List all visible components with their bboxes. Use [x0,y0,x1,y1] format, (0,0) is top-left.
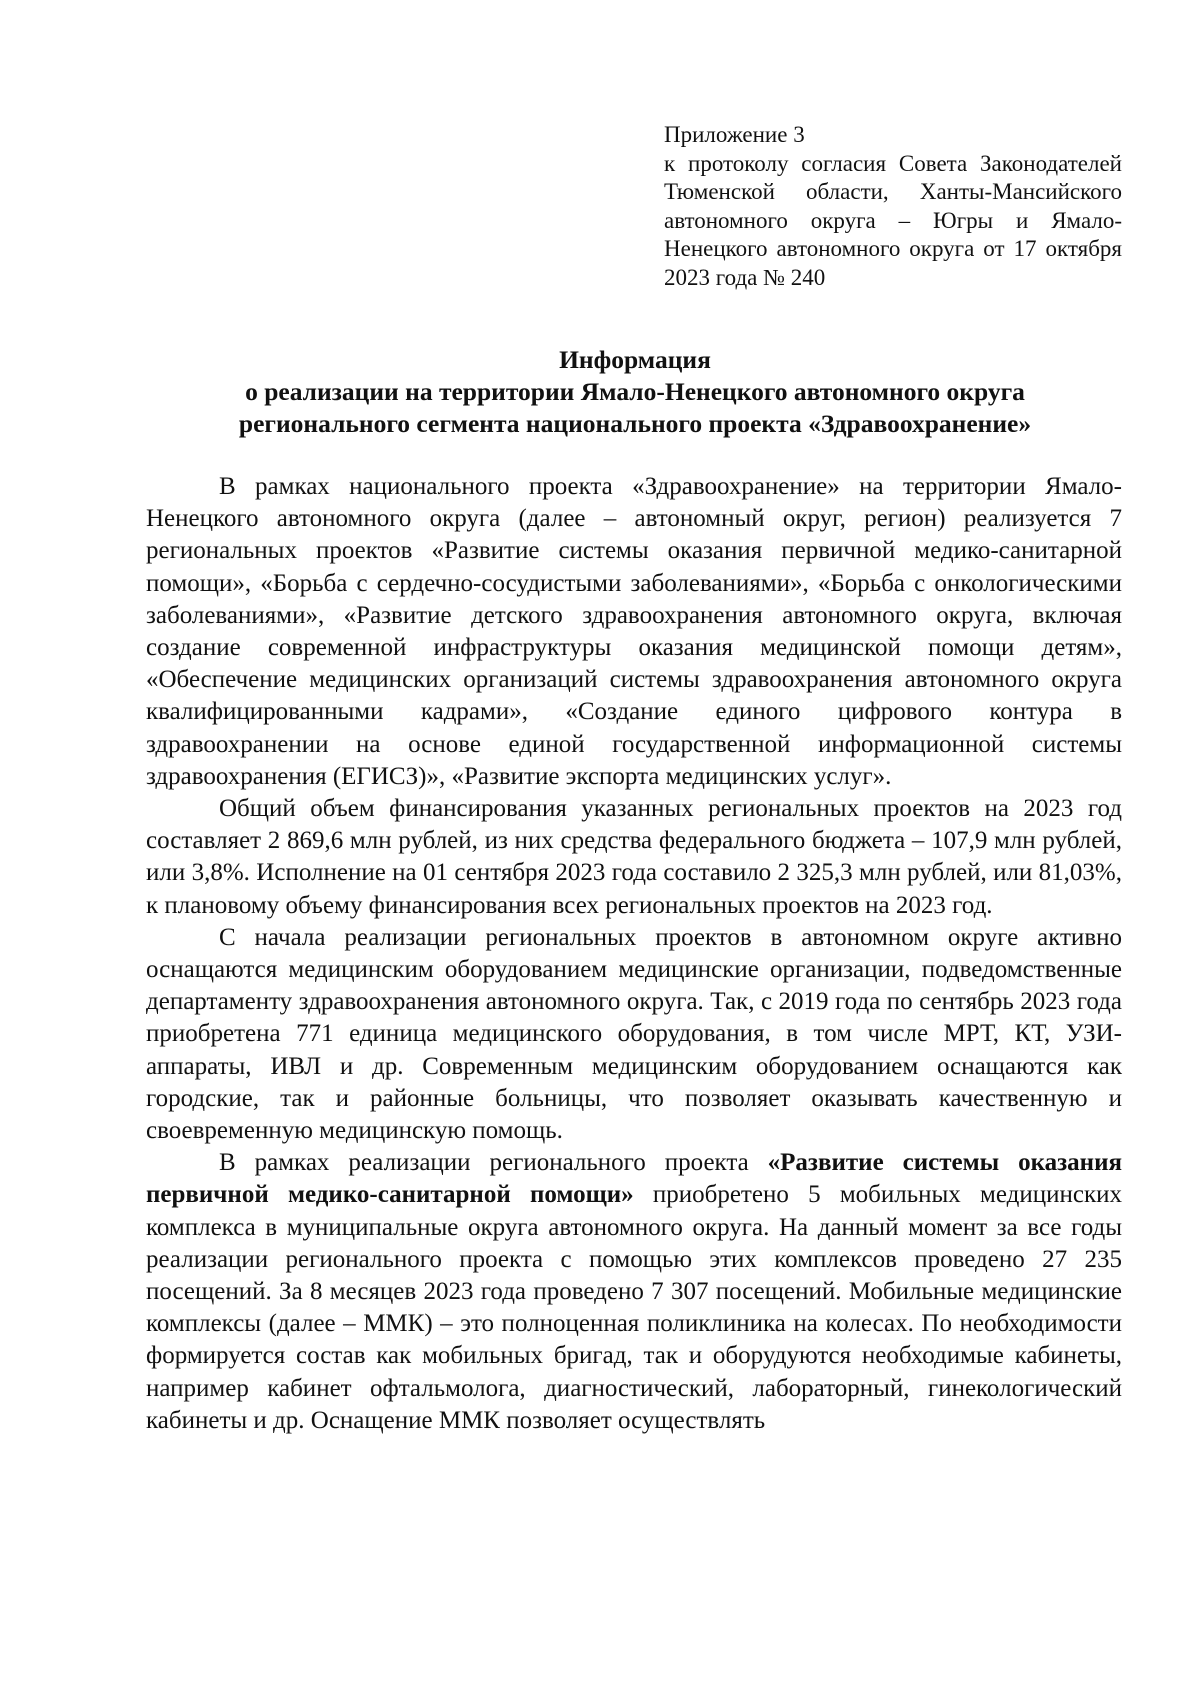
paragraph-4-project-name: «Развитие системы оказания первичной медико-санитарной помощи» [146,1149,1122,1209]
paragraph-2: Общий объем финансирования указанных региональных проектов на 2023 год составляет 2 869,6 млн рублей, из них средства федерального бюджета – 107,9 млн рублей, или 3,8%. Исполнение на 01 сентября 2023 года составило 2 325,3 млн рублей, или 81,03%, к плановому объему финансирования всех региональных проектов на 2023 год. [146,795,1122,919]
paragraph-1: В рамках национального проекта «Здравоохранение» на территории Ямало-Ненецкого автономного округа (далее – автономный округ, регион) реализуется 7 региональных проектов «Развитие системы оказания первичной медико-санитарной помощи», «Борьба с сердечно-сосудистыми заболеваниями», «Борьба с онкологическими заболеваниями», «Развитие детского здравоохранения автономного округа, включая создание современной инфраструктуры оказания медицинской помощи детям», «Обеспечение медицинских организаций системы здравоохранения автономного округа квалифицированными кадрами», «Создание единого цифрового контура в здравоохранении на основе единой государственной информационной системы здравоохранения (ЕГИСЗ)», «Развитие экспорта медицинских услуг». [146,473,1122,790]
paragraph-3: С начала реализации региональных проектов в автономном округе активно оснащаются медицинским оборудованием медицинские организации, подведомственные департаменту здравоохранения автономного округа. Так, с 2019 года по сентябрь 2023 года приобретена 771 единица медицинского оборудования, в том числе МРТ, КТ, УЗИ-аппараты, ИВЛ и др. Современным медицинским оборудованием оснащаются как городские, так и районные больницы, что позволяет оказывать качественную и своевременную медицинскую помощь. [146,923,1122,1145]
appendix-number: Приложение 3 [664,122,805,147]
paragraph-4-rest: приобретено 5 мобильных медицинских комплекса в муниципальные округа автономного округа. На данный момент за все годы реализации регионального проекта с помощью этих комплексов проведено 27 235 посещений. За 8 месяцев 2023 года проведено 7 307 посещений. Мобильные медицинские комплексы (далее – ММК) – это полноценная поликлиника на колесах. По необходимости формируется состав как мобильных бригад, так и оборудуются необходимые кабинеты, например кабинет офтальмолога, диагностический, лабораторный, гинекологический кабинеты и др. Оснащение ММК позволяет осуществлять [146,1181,1122,1434]
title-line-3: регионального сегмента национального проекта «Здравоохранение» [238,409,1032,438]
document-body [146,471,1122,1437]
paragraph-4 [146,1147,1122,1437]
title-line-1: Информация [559,345,711,374]
appendix-protocol-reference: к протоколу согласия Совета Законодателей Тюменской области, Ханты-Мансийского автономного округа – Югры и Ямало-Ненецкого автономного округа от 17 октября 2023 года № 240 [664,150,1122,290]
paragraph-4-intro: В рамках реализации регионального проекта [219,1149,768,1177]
appendix-header [664,121,1122,292]
title-line-2: о реализации на территории Ямало-Ненецкого автономного округа [245,377,1025,406]
document-title [140,344,1130,440]
